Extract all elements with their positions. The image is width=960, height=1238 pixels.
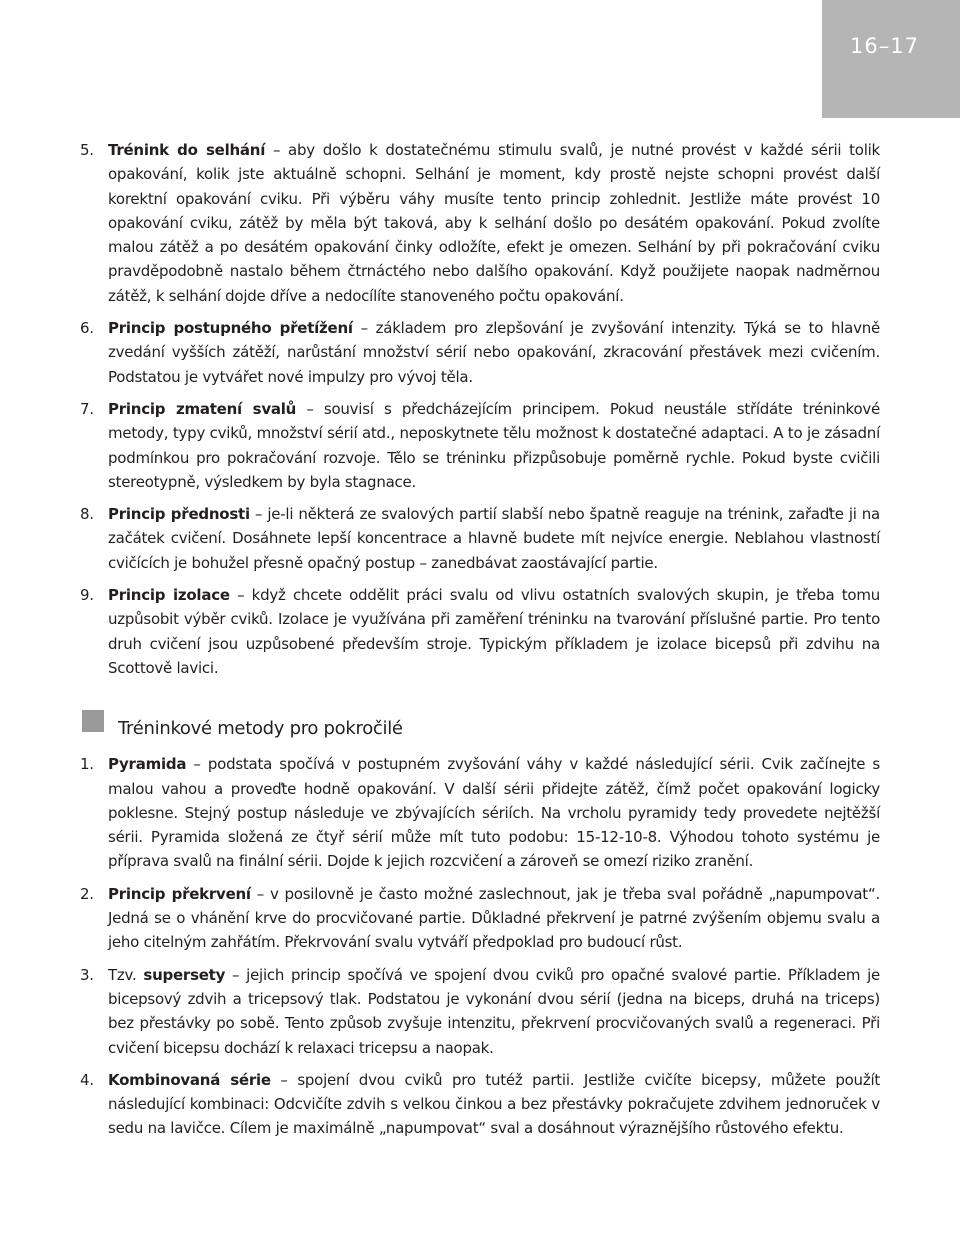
section-heading: [80, 710, 880, 740]
list-item: [80, 138, 880, 308]
item-text: – souvisí s předcházejícím principem. Pokud neustále střídáte tréninkové metody, typy cviků, množství sérií atd., neposkytnete tělu možnost k dostatečné adaptaci. A to je zásadní podmínkou pro pokračování rozvoje. Tělo se tréninku přizpůsobuje poměrně rychle. Pokud byste cvičili stereotypně, výsledkem by byla stagnace.: [108, 399, 880, 491]
item-text: – spojení dvou cviků pro tutéž partii. Jestliže cvičíte bicepsy, můžete použít následující kombinaci: Odcvičíte zdvih s velkou činkou a bez přestávky pokračujete zdvihem jednoruček v sedu na lavičce. Cílem je maximálně „napumpovat“ sval a dosáhnout výraznějšího růstového efektu.: [108, 1070, 880, 1138]
item-text: – když chcete oddělit práci svalu od vlivu ostatních svalových skupin, je třeba tomu uzpůsobit výběr cviků. Izolace je využívána při zaměření tréninku na tvarování příslušné partie. Pro tento druh cvičení jsou uzpůsobené především stroje. Typickým příkladem je izolace bicepsů při zdvihu na Scottově lavici.: [108, 586, 880, 677]
list-item: [80, 882, 880, 955]
item-term: Kombinovaná série: [108, 1070, 271, 1089]
list-item: [80, 963, 880, 1060]
item-number: 7.: [80, 399, 94, 418]
page-content: [80, 138, 880, 1141]
item-number: 2.: [80, 884, 94, 903]
item-term: Princip zmatení svalů: [108, 399, 297, 418]
page-number: 16–17: [850, 34, 919, 58]
section-title: Tréninkové metody pro pokročilé: [118, 718, 403, 740]
list-item: [80, 502, 880, 575]
item-text: – jejich princip spočívá ve spojení dvou cviků pro opačné svalové partie. Příkladem je bicepsový zdvih a tricepsový tlak. Podstatou je vykonání dvou sérií (jedna na biceps, druhá na triceps) bez přestávky po sobě. Tento způsob zvyšuje intenzitu, překrvení procvičovaných svalů a regeneraci. Při cvičení bicepsu dochází k relaxaci tricepsu a naopak.: [108, 965, 880, 1057]
item-number: 4.: [80, 1070, 94, 1089]
item-prefix: Tzv.: [108, 965, 144, 984]
item-term: Princip překrvení: [108, 884, 251, 903]
item-text: – základem pro zlepšování je zvyšování intenzity. Týká se to hlavně zvedání vyšších zátěží, narůstání množství sérií nebo opakování, zkracování přestávek mezi cvičením. Podstatou je vytvářet nové impulzy pro vývoj těla.: [108, 319, 880, 386]
item-number: 6.: [80, 319, 94, 338]
item-number: 9.: [80, 586, 94, 605]
item-text: – v posilovně je často možné zaslechnout, jak je třeba sval pořádně „napumpovat“. Jedná se o vhánění krve do procvičované partie. Důkladné překrvení je patrné zvýšením objemu svalu a jeho citelným zahřátím. Překrvování svalu vytváří předpoklad pro budoucí růst.: [108, 884, 880, 952]
item-term: Princip izolace: [108, 586, 230, 605]
item-text: – podstata spočívá v postupném zvyšování váhy v každé následující sérii. Cvik začínejte s malou vahou a proveďte hodně opakování. V další sérii přidejte zátěž, čímž počet opakování logicky poklesne. Stejný postup následuje ve zbývajících sériích. Na vrcholu pyramidy tedy provedete nejtěžší sérii. Pyramida složená ze čtyř sérií může mít tuto podobu: 15-12-10-8. Výhodou tohoto systému je příprava svalů na finální sérii. Dojde k jejich rozcvičení a zároveň se omezí riziko zranění.: [108, 755, 880, 871]
item-number: 1.: [80, 755, 94, 774]
item-number: 3.: [80, 965, 94, 984]
section-square-icon: [82, 710, 104, 732]
item-term: Princip přednosti: [108, 505, 250, 524]
list-item: [80, 397, 880, 494]
item-term: Trénink do selhání: [108, 141, 266, 159]
list-item: [80, 583, 880, 680]
item-text: – aby došlo k dostatečnému stimulu svalů, je nutné provést v každé sérii tolik opakování, kolik jste aktuálně schopni. Selhání je moment, kdy prostě nejste schopni provést další korektní opakování cviku. Při výběru váhy musíte tento princip zohlednit. Jestliže máte provést 10 opakování cviku, zátěž by měla být taková, aby k selhání došlo po desátém opakování. Pokud zvolíte malou zátěž a po desátém opakování činky odložíte, efekt je omezen. Selhání by při pokračování cviku pravděpodobně nastalo během čtrnáctého nebo dalšího opakování. Když použijete naopak nadměrnou zátěž, k selhání dojde dříve a nedocílíte stanoveného počtu opakování.: [108, 141, 880, 305]
item-number: 5.: [80, 141, 94, 159]
item-text: – je-li některá ze svalových partií slabší nebo špatně reaguje na trénink, zařaďte ji na začátek cvičení. Dosáhnete lepší koncentrace a hlavně budete mít nejvíce energie. Neblahou vlastností cvičících je bohužel přesně opačný postup – zanedbávat zaostávající partie.: [108, 505, 880, 572]
list-item: [80, 316, 880, 389]
item-number: 8.: [80, 505, 94, 524]
list-item: [80, 1068, 880, 1141]
item-term: supersety: [143, 965, 226, 984]
item-term: Pyramida: [108, 755, 187, 774]
item-term: Princip postupného přetížení: [108, 319, 353, 338]
list-item: [80, 752, 880, 873]
page-number-tab: [822, 0, 960, 118]
